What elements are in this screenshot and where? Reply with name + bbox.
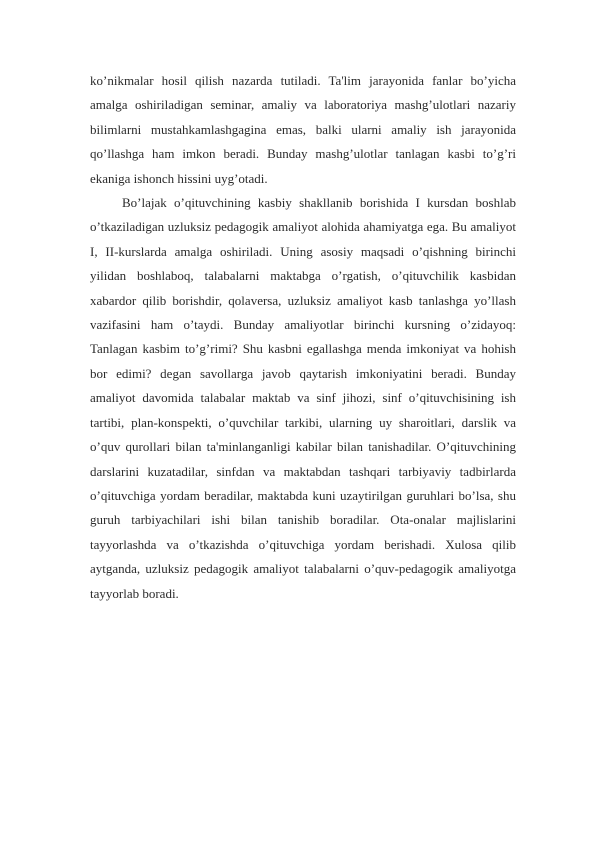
document-body [90, 69, 516, 606]
paragraph-pedagogical-practice: Bo’lajak o’qituvchining kasbiy shakllanib borishida I kursdan boshlab o’tkaziladigan uzluksiz pedagogik amaliyot alohida ahamiyatga ega. Bu amaliyot I, II-kurslarda amalga oshiriladi. Uning asosiy maqsadi o’qishning birinchi yilidan boshlaboq, talabalarni maktabga o’rgatish, o’qituvchilik kasbidan xabardor qilib borishdir, qolaversa, uzluksiz amaliyot kasb tanlashga yo’llash vazifasini ham o’taydi. Bunday amaliyotlar birinchi kursning o’zidayoq: Tanlagan kasbim to’g’rimi? Shu kasbni egallashga menda imkoniyat va hohish bor edimi? degan savollarga javob qaytarish imkoniyatini beradi. Bunday amaliyot davomida talabalar maktab va sinf jihozi, sinf o’qituvchisining ish tartibi, plan-konspekti, o’quvchilar tarkibi, ularning uy sharoitlari, darslik va o’quv qurollari bilan ta'minlanganligi kabilar bilan tanishadilar. O’qituvchining darslarini kuzatadilar, sinfdan va maktabdan tashqari tarbiyaviy tadbirlarda o’qituvchiga yordam beradilar, maktabda kuni uzaytirilgan guruhlari bo’lsa, shu guruh tarbiyachilari ishi bilan tanishib boradilar. Ota-onalar majlislarini tayyorlashda va o’tkazishda o’qituvchiga yordam berishadi. Xulosa qilib aytganda, uzluksiz pedagogik amaliyot talabalarni o’quv-pedagogik amaliyotga tayyorlab boradi. [90, 195, 516, 601]
paragraph-continuation: ko’nikmalar hosil qilish nazarda tutiladi. Ta'lim jarayonida fanlar bo’yicha amalga oshiriladigan seminar, amaliy va laboratoriya mashg’ulotlari nazariy bilimlarni mustahkamlashgagina emas, balki ularni amaliy ish jarayonida qo’llashga ham imkon beradi. Bunday mashg’ulotlar tanlagan kasbi to’g’ri ekaniga ishonch hissini uyg’otadi. [90, 73, 516, 186]
